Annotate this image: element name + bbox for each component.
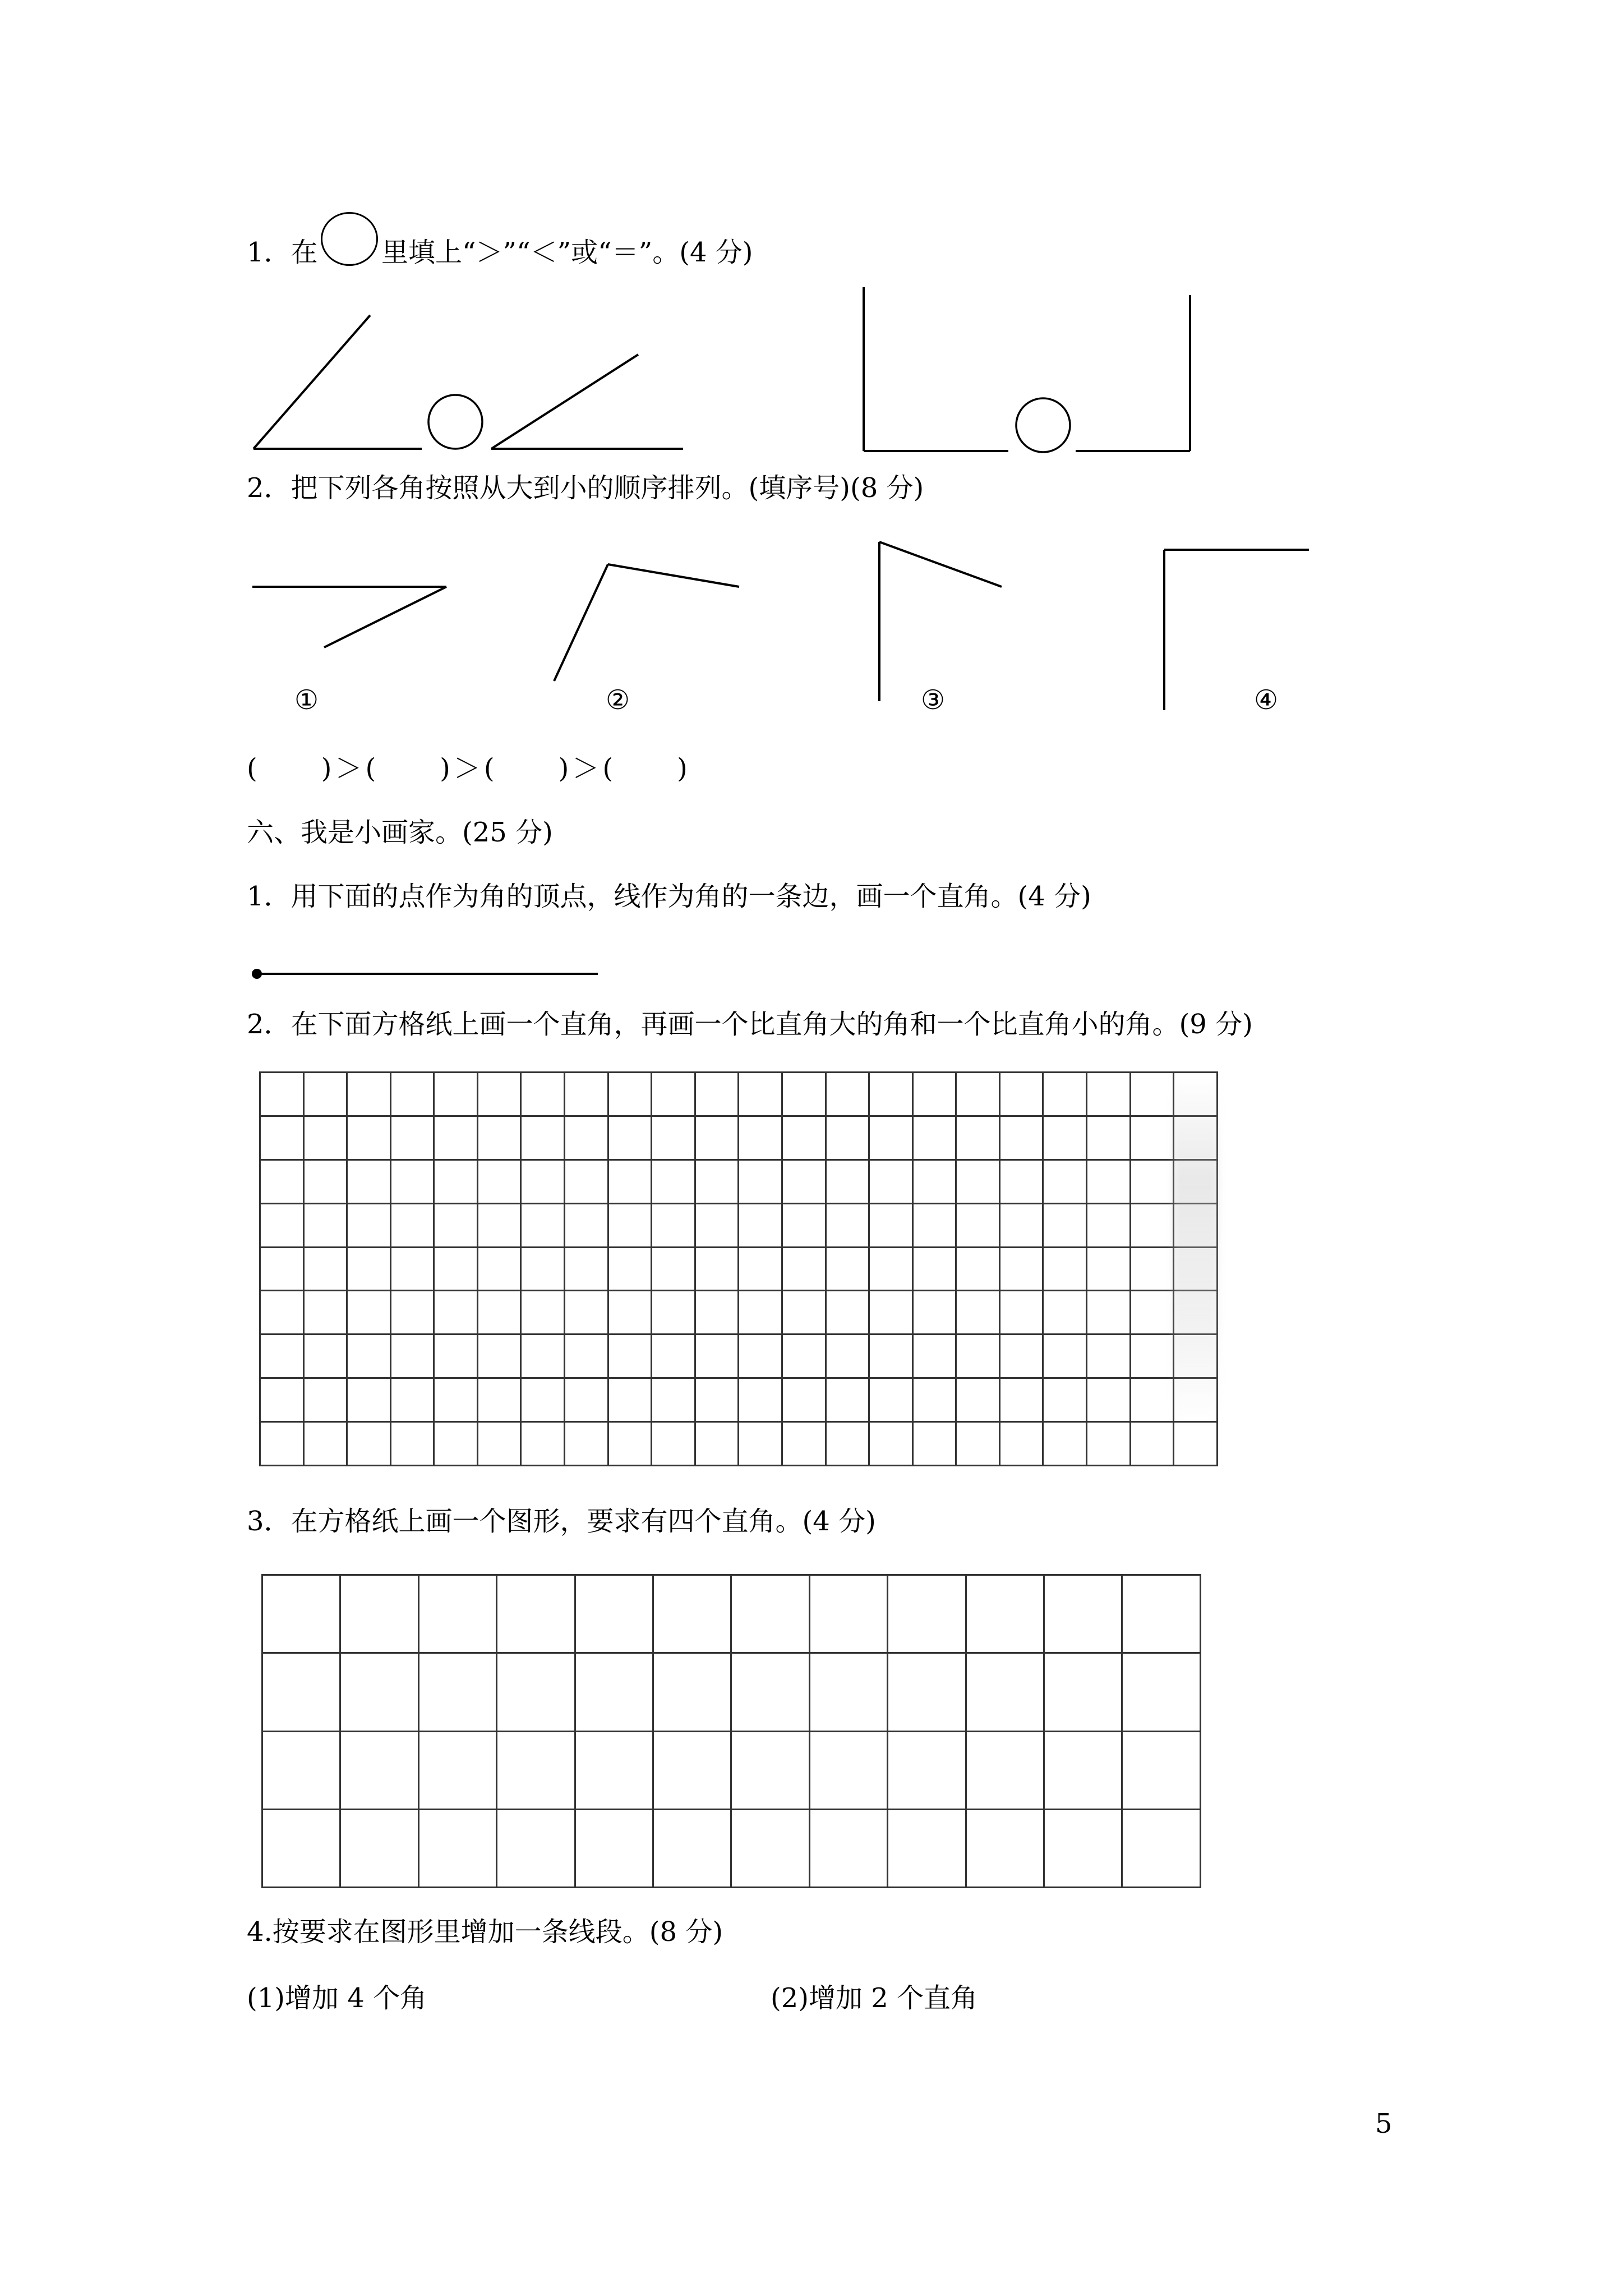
grid-row [262, 1575, 1201, 1653]
drawing-grid-small[interactable] [259, 1071, 1218, 1466]
order-answer-blanks[interactable]: ( )＞( )＞( )＞( ) [247, 753, 691, 784]
grid-row [262, 1653, 1201, 1731]
angle-label-2: ② [606, 684, 630, 716]
grid-row [260, 1247, 1218, 1291]
q1-prefix: 1．在 [247, 237, 318, 268]
grid-row [262, 1731, 1201, 1809]
grid-row [260, 1203, 1218, 1247]
drawing-grid-large[interactable] [261, 1574, 1201, 1888]
watermark [1173, 1076, 1218, 1424]
grid-row [260, 1159, 1218, 1203]
grid-row [260, 1116, 1218, 1159]
grid-row [260, 1378, 1218, 1422]
section6-q2: 2．在下面方格纸上画一个直角，再画一个比直角大的角和一个比直角小的角。(9 分) [247, 1009, 1253, 1040]
section6-q4: 4.按要求在图形里增加一条线段。(8 分) [247, 1916, 723, 1948]
q4-part1: (1)增加 4 个角 [247, 1982, 427, 2014]
q2-text: 2．把下列各角按照从大到小的顺序排列。(填序号)(8 分) [247, 472, 924, 504]
grid-row [262, 1809, 1201, 1887]
grid-row [260, 1422, 1218, 1466]
angle-label-1: ① [294, 684, 319, 716]
grid-row [260, 1291, 1218, 1335]
section6-q1: 1．用下面的点作为角的顶点，线作为角的一条边，画一个直角。(4 分) [247, 881, 1091, 912]
q4-part2: (2)增加 2 个直角 [771, 1982, 978, 2014]
section6-heading: 六、我是小画家。(25 分) [247, 817, 553, 848]
section6-q3: 3．在方格纸上画一个图形，要求有四个直角。(4 分) [247, 1506, 876, 1537]
grid-row [260, 1335, 1218, 1378]
angle-label-4: ④ [1254, 684, 1279, 716]
grid-row [260, 1073, 1218, 1116]
page-number: 5 [1375, 2108, 1393, 2139]
q1-suffix: 里填上“＞”“＜”或“＝”。(4 分) [381, 237, 753, 268]
angle-label-3: ③ [921, 684, 946, 716]
